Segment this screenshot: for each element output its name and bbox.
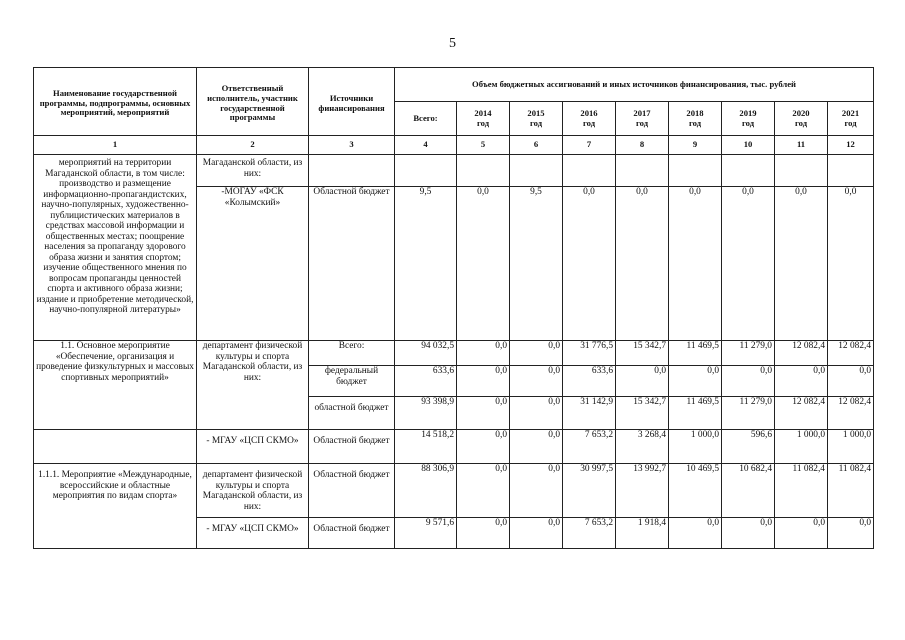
funding-source-cell: областной бюджет (309, 397, 395, 430)
page-number: 5 (449, 36, 456, 51)
value-cell: 11 469,5 (669, 397, 722, 430)
value-cell: 88 306,9 (395, 464, 457, 518)
header-year-2021: 2021 год (828, 102, 874, 136)
column-number: 3 (309, 136, 395, 155)
column-number: 1 (34, 136, 197, 155)
funding-source-cell: Областной бюджет (309, 430, 395, 464)
value-cell: 0,0 (510, 366, 563, 397)
value-cell: 0,0 (457, 464, 510, 518)
value-cell: 0,0 (457, 397, 510, 430)
column-number-row (34, 136, 874, 155)
value-cell: 1 918,4 (616, 518, 669, 549)
value-cell: 11 082,4 (775, 464, 828, 518)
column-number: 12 (828, 136, 874, 155)
column-number: 11 (775, 136, 828, 155)
value-cell: 0,0 (775, 187, 828, 341)
header-year-2015: 2015 год (510, 102, 563, 136)
value-cell: 0,0 (510, 518, 563, 549)
value-cell: 12 082,4 (775, 341, 828, 366)
value-cell: 1 000,0 (669, 430, 722, 464)
value-cell: 0,0 (775, 518, 828, 549)
column-number: 6 (510, 136, 563, 155)
value-cell: 30 997,5 (563, 464, 616, 518)
header-funding-sources: Источники финансирования (309, 68, 395, 136)
executor-cell: - МГАУ «ЦСП СКМО» (197, 430, 309, 464)
value-cell: 0,0 (616, 187, 669, 341)
measure-name: 1.1.1. Мероприятие «Международные, всероссийские и областные мероприятия по видам спорта» (34, 464, 197, 549)
funding-source-cell: Всего: (309, 341, 395, 366)
value-cell: 12 082,4 (775, 397, 828, 430)
value-cell: 9,5 (395, 187, 457, 341)
value-cell: 11 082,4 (828, 464, 874, 518)
table-row (34, 155, 874, 187)
column-number: 2 (197, 136, 309, 155)
value-cell: 12 082,4 (828, 397, 874, 430)
measure-name: 1.1. Основное мероприятие «Обеспечение, организация и проведение физкультурных и массовых спортивных мероприятий» (34, 341, 197, 430)
header-budget-volume: Объем бюджетных ассигнований и иных источников финансирования, тыс. рублей (395, 68, 874, 102)
value-cell: 0,0 (510, 464, 563, 518)
header-total: Всего: (395, 102, 457, 136)
value-cell: 0,0 (510, 397, 563, 430)
value-cell: 0,0 (669, 366, 722, 397)
value-cell: 1 000,0 (828, 430, 874, 464)
column-number: 9 (669, 136, 722, 155)
value-cell: 7 653,2 (563, 518, 616, 549)
funding-source-cell: Областной бюджет (309, 518, 395, 549)
value-cell: 93 398,9 (395, 397, 457, 430)
value-cell: 0,0 (669, 187, 722, 341)
value-cell: 596,6 (722, 430, 775, 464)
value-cell: 7 653,2 (563, 430, 616, 464)
value-cell: 0,0 (510, 430, 563, 464)
funding-source-cell: Областной бюджет (309, 464, 395, 518)
header-year-2019: 2019 год (722, 102, 775, 136)
value-cell: 0,0 (457, 518, 510, 549)
value-cell: 0,0 (457, 341, 510, 366)
value-cell: 1 000,0 (775, 430, 828, 464)
table-row (34, 430, 874, 464)
value-cell: 11 279,0 (722, 397, 775, 430)
value-cell: 633,6 (395, 366, 457, 397)
value-cell: 0,0 (457, 430, 510, 464)
value-cell: 9 571,6 (395, 518, 457, 549)
header-year-2020: 2020 год (775, 102, 828, 136)
funding-source-cell: федеральный бюджет (309, 366, 395, 397)
value-cell: 14 518,2 (395, 430, 457, 464)
value-cell: 0,0 (828, 187, 874, 341)
executor-cell: департамент физической культуры и спорта Магаданской области, из них: (197, 464, 309, 518)
value-cell: 11 469,5 (669, 341, 722, 366)
value-cell: 0,0 (510, 341, 563, 366)
column-number: 7 (563, 136, 616, 155)
value-cell: 15 342,7 (616, 341, 669, 366)
value-cell: 9,5 (510, 187, 563, 341)
value-cell: 31 776,5 (563, 341, 616, 366)
value-cell: 94 032,5 (395, 341, 457, 366)
value-cell: 10 469,5 (669, 464, 722, 518)
value-cell: 11 279,0 (722, 341, 775, 366)
value-cell: 0,0 (563, 187, 616, 341)
value-cell: 0,0 (616, 366, 669, 397)
budget-table (33, 67, 874, 549)
table-row (34, 341, 874, 366)
header-program-name: Наименование государственной программы, подпрограммы, основных мероприятий, мероприятий (34, 68, 197, 136)
header-executor: Ответственный исполнитель, участник государственной программы (197, 68, 309, 136)
value-cell: 3 268,4 (616, 430, 669, 464)
value-cell: 13 992,7 (616, 464, 669, 518)
value-cell: 0,0 (828, 518, 874, 549)
column-number: 5 (457, 136, 510, 155)
value-cell: 0,0 (722, 187, 775, 341)
value-cell: 31 142,9 (563, 397, 616, 430)
value-cell: 0,0 (669, 518, 722, 549)
value-cell: 0,0 (775, 366, 828, 397)
column-number: 8 (616, 136, 669, 155)
value-cell: 10 682,4 (722, 464, 775, 518)
value-cell: 0,0 (722, 518, 775, 549)
header-year-2017: 2017 год (616, 102, 669, 136)
executor-cell: -МОГАУ «ФСК «Колымский» (197, 187, 309, 341)
value-cell: 0,0 (828, 366, 874, 397)
header-year-2014: 2014 год (457, 102, 510, 136)
value-cell: 12 082,4 (828, 341, 874, 366)
value-cell: 633,6 (563, 366, 616, 397)
value-cell: 15 342,7 (616, 397, 669, 430)
funding-source-cell: Областной бюджет (309, 187, 395, 341)
executor-cell: - МГАУ «ЦСП СКМО» (197, 518, 309, 549)
header-year-2018: 2018 год (669, 102, 722, 136)
executor-cell: Магаданской области, из них: (197, 155, 309, 187)
value-cell: 0,0 (722, 366, 775, 397)
value-cell: 0,0 (457, 187, 510, 341)
header-year-2016: 2016 год (563, 102, 616, 136)
table-row (34, 464, 874, 518)
executor-cell: департамент физической культуры и спорта Магаданской области, из них: (197, 341, 309, 430)
program-name-continued: мероприятий на территории Магаданской области, в том числе: производство и размещение информационно-пропагандистских, научно-популярных, художественно-публицистических материалов в средствах массовой информации и общественных местах; поощрение населения за пропаганду здорового образа жизни и занятия спортом; изучение общественного мнения по вопросам пропаганды ценностей спорта и активного образа жизни; издание и приобретение методической, научно-популярной литературы» (34, 155, 197, 341)
column-number: 4 (395, 136, 457, 155)
value-cell: 0,0 (457, 366, 510, 397)
column-number: 10 (722, 136, 775, 155)
